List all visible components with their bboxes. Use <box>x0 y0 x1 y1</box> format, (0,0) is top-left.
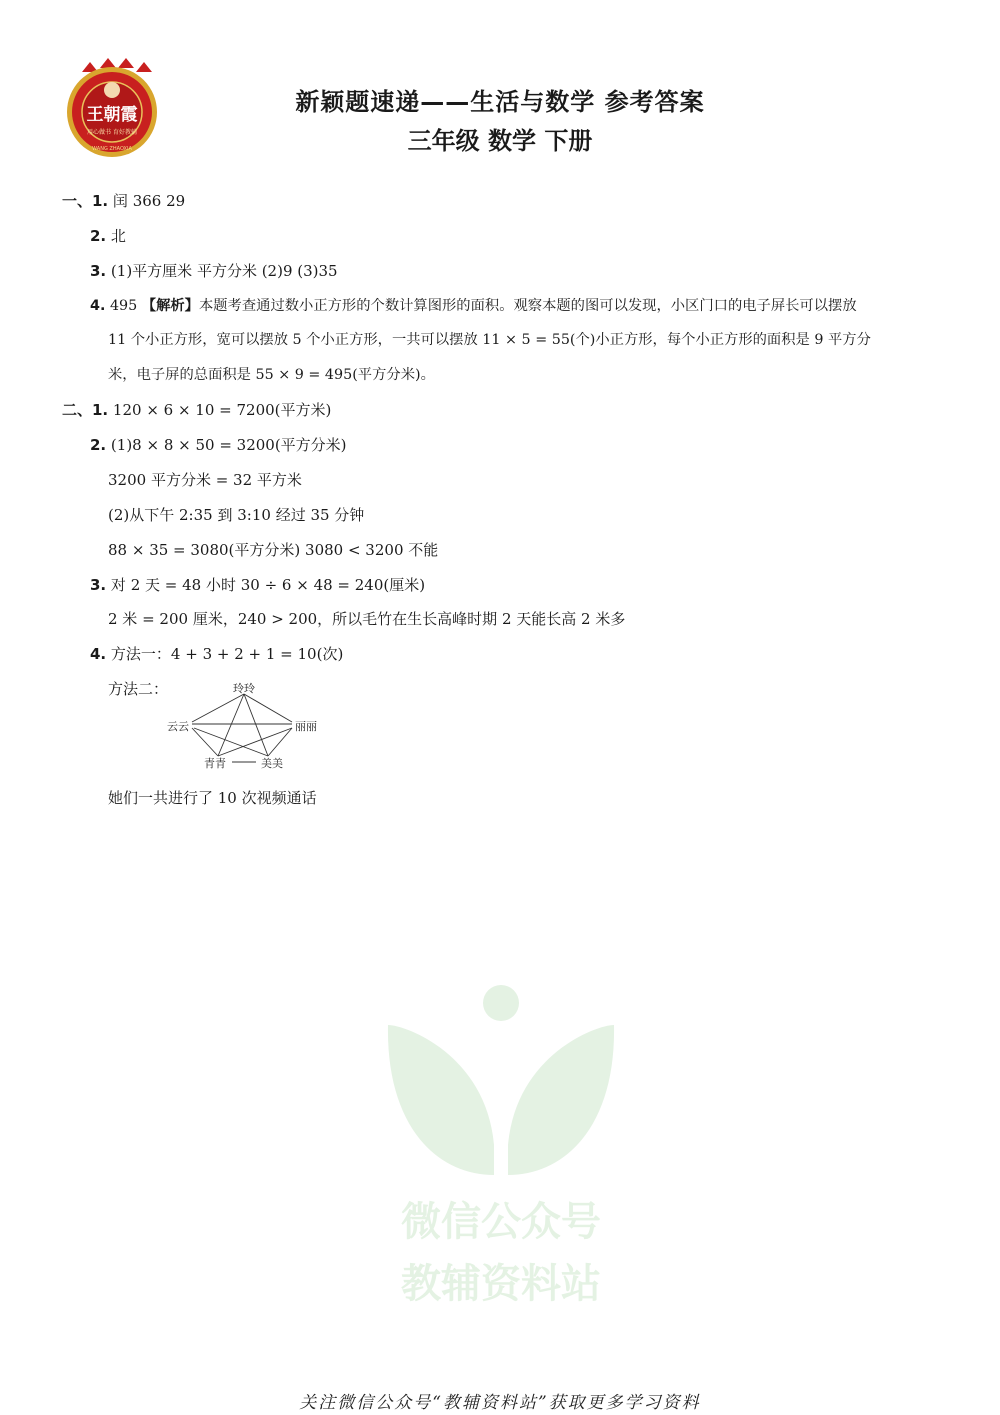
node-qingqing: 青青 <box>204 757 226 770</box>
watermark <box>376 985 626 1315</box>
document-title: 新颖题速递——生活与数学 参考答案 <box>295 88 705 116</box>
answer-number: 4. <box>90 645 107 663</box>
answer-line: 3200 平方分米 = 32 平方米 <box>108 471 302 489</box>
answer-1-3 <box>90 260 338 282</box>
answer-number: 3. <box>90 262 107 280</box>
answer-1-4 <box>90 295 857 317</box>
answer-line: (2)从下午 2:35 到 3:10 经过 35 分钟 <box>108 506 365 524</box>
node-lili: 丽丽 <box>295 720 317 733</box>
analysis-tag: 【解析】 <box>141 298 199 314</box>
answer-2-1 <box>62 399 331 421</box>
answer-text: 对 2 天 = 48 小时 30 ÷ 6 × 48 = 240(厘米) <box>110 576 426 594</box>
watermark-leaf-right <box>508 1025 614 1175</box>
logo-name: 王朝霞 <box>86 105 138 125</box>
analysis-line: 11 个小正方形，宽可以摆放 5 个小正方形，一共可以摆放 11 × 5 = 55(个)小正方形，每个小正方形的面积是 9 平方分 <box>108 332 871 348</box>
document-subtitle: 三年级 数学 下册 <box>407 127 593 155</box>
answer-number: 2. <box>90 227 107 245</box>
watermark-dot <box>483 985 519 1021</box>
call-diagram <box>160 680 330 775</box>
node-lingling: 玲玲 <box>233 682 255 695</box>
analysis-line: 本题考查通过数小正方形的个数计算图形的面积。观察本题的图可以发现，小区门口的电子屏长可以摆放 <box>198 298 857 314</box>
answer-value: 495 <box>109 298 138 314</box>
node-yunyun: 云云 <box>167 720 189 733</box>
answer-text: 120 × 6 × 10 = 7200(平方米) <box>112 401 332 419</box>
answer-conclusion: 她们一共进行了 10 次视频通话 <box>108 789 317 807</box>
answer-text: 北 <box>110 227 126 245</box>
answer-number: 二、1. <box>62 401 109 419</box>
answer-number: 2. <box>90 436 107 454</box>
answer-1-1 <box>62 190 185 212</box>
answer-text: 闰 366 29 <box>112 192 186 210</box>
answer-number: 一、1. <box>62 192 109 210</box>
node-meimei: 美美 <box>261 757 283 770</box>
method-two-label: 方法二： <box>108 680 169 698</box>
footer-note: 关注微信公众号“教辅资料站”获取更多学习资料 <box>299 1393 701 1413</box>
answer-2-3 <box>90 574 425 596</box>
answer-number: 4. <box>90 298 106 314</box>
watermark-line2: 教辅资料站 <box>401 1261 601 1307</box>
answer-text: (1)平方厘米 平方分米 (2)9 (3)35 <box>110 262 338 280</box>
analysis-line: 米，电子屏的总面积是 55 × 9 = 495(平方分米)。 <box>108 367 435 383</box>
answer-1-2 <box>90 225 126 247</box>
watermark-leaf-left <box>388 1025 494 1175</box>
answer-number: 3. <box>90 576 107 594</box>
diagram-edges <box>192 694 292 762</box>
answer-line: 88 × 35 = 3080(平方分米) 3080 < 3200 不能 <box>108 541 439 559</box>
logo-ring-text: WANG ZHAOXIA <box>92 146 132 152</box>
answer-2-4 <box>90 643 343 665</box>
answer-text: (1)8 × 8 × 50 = 3200(平方分米) <box>110 436 347 454</box>
watermark-line1: 微信公众号 <box>401 1199 601 1245</box>
answer-line: 2 米 = 200 厘米，240 > 200，所以毛竹在生长高峰时期 2 天能长高 2 米多 <box>108 610 626 628</box>
answer-2-2 <box>90 434 347 456</box>
answer-text: 方法一：4 + 3 + 2 + 1 = 10(次) <box>110 645 344 663</box>
logo-slogan: 用心做书 育好教辅 <box>87 129 137 136</box>
